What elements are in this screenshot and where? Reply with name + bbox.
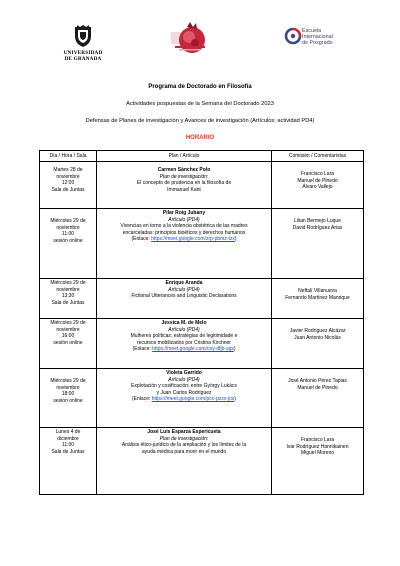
room-line: Sala de Juntas	[51, 299, 85, 306]
work-title-line: ayuda médica para morir en el mundo	[141, 448, 227, 455]
time-line: 16:00	[61, 333, 75, 340]
committee-member: Fernando Martínez Manrique	[285, 294, 350, 301]
table-row	[40, 319, 364, 369]
activity-type: Artículo (PD4)	[168, 216, 200, 223]
ugr-line1: UNIVERSIDAD	[63, 50, 103, 56]
row-plan-cell	[97, 209, 272, 279]
presenter-name: Violeta Garrido	[166, 370, 202, 377]
date-line: noviembre	[56, 286, 80, 293]
work-title-line: Análisis ético-jurídico de la ampliación y los límites de la	[121, 442, 247, 449]
date-line: Miércoles 29 de	[50, 280, 86, 287]
ugr-logo	[55, 24, 111, 62]
time-line: 13:30	[61, 293, 75, 300]
header-committee: Comisión / Comentaristas	[272, 151, 364, 162]
committee-member: Manuel de Pinedo	[297, 384, 338, 391]
table-header-row	[40, 151, 364, 162]
row-plan-cell	[97, 279, 272, 319]
work-title-line: encarceladas: principios bioéticos y derechos humanos	[122, 229, 246, 236]
row-committee-cell	[272, 428, 364, 495]
work-title-line: Immanuel Kant	[167, 186, 201, 193]
room-line: sesión online	[53, 339, 83, 346]
row-date-cell	[40, 209, 97, 279]
committee-member: Álvaro Vallejo	[302, 184, 333, 191]
link-line: (Enlace: https://meet.google.com/pcc-pzsv-jos)	[132, 396, 236, 403]
table-row	[40, 162, 364, 209]
row-plan-cell	[97, 319, 272, 369]
ugr-line2: DE GRANADA	[64, 56, 102, 62]
header-date: Día / Hora / Sala	[40, 151, 97, 162]
table-row	[40, 279, 364, 319]
eig-line3: de Posgrado	[302, 40, 333, 47]
link-line: (Enlace: https://meet.google.com/zrp-pbmz-tzx)	[131, 236, 237, 243]
table-row	[40, 428, 364, 495]
presenter-name: Carmen Sánchez Polo	[157, 167, 211, 174]
row-committee-cell	[272, 279, 364, 319]
time-line: 18:00	[61, 391, 75, 398]
committee-member: Manuel de Pinedo	[297, 177, 338, 184]
presenter-name: Pilar Roig Jubany	[162, 210, 206, 217]
work-title-line: recursos mobilizados por Cristina Kirchner	[137, 339, 231, 346]
date-line: Martes 28 de	[53, 167, 83, 174]
activity-type: Artículo (PD4)	[168, 326, 200, 333]
date-line: noviembre	[56, 384, 80, 391]
activity-type: Artículo (PD4)	[168, 376, 200, 383]
link-prefix: (Enlace:	[132, 346, 153, 353]
committee-member: Ivar Rodríguez Hannikainen	[286, 443, 349, 450]
activities-subtitle: Actividades pospuestas de la Semana del Doctorado 2023	[126, 101, 274, 107]
room-line: sesión online	[53, 397, 83, 404]
committee-member: Miguel Moreno	[300, 450, 335, 457]
table-row	[40, 369, 364, 428]
time-line: 11:00	[61, 442, 75, 449]
row-plan-cell	[97, 428, 272, 495]
row-date-cell	[40, 279, 97, 319]
date-line: Miércoles 29 de	[50, 320, 86, 327]
pomegranate-logo	[165, 18, 215, 58]
room-line: Sala de Juntas	[51, 186, 85, 193]
row-plan-cell	[97, 369, 272, 428]
link-prefix: (Enlace:	[132, 396, 152, 403]
activity-type: Artículo (PD4)	[168, 286, 200, 293]
date-line: Miércoles 29 de	[50, 218, 86, 225]
committee-member: Lilian Bermejo Luque	[294, 218, 341, 225]
committee-member: David Rodríguez Arias	[292, 224, 343, 231]
row-date-cell	[40, 162, 97, 209]
link-prefix: (Enlace:	[131, 236, 152, 243]
activity-type: Plan de investigación:	[159, 435, 209, 442]
program-title: Programa de Doctorado en Filosofía	[148, 84, 252, 90]
defenses-subtitle: Defensas de Planes de investigación y Avances de investigación (Artículos; actividad PD4)	[85, 118, 315, 124]
work-title-line: y Juan Carlos Rodríguez	[156, 389, 212, 396]
room-line: Sala de Juntas	[51, 448, 85, 455]
date-line: Lunes 4 de	[55, 429, 81, 436]
work-title-line: Explotación y cosificación: entre György Lukács	[131, 383, 237, 390]
schedule-table	[39, 150, 364, 495]
table-row	[40, 209, 364, 279]
row-committee-cell	[272, 209, 364, 279]
work-title-line: El concepto de prudencia en la filosofía de	[136, 180, 232, 187]
meeting-link[interactable]: https://meet.google.com/pcc-pzsv-jos	[151, 396, 235, 403]
committee-member: Francisco Lara	[300, 171, 335, 178]
committee-member: Neftalí Villanueva	[298, 288, 337, 295]
committee-member: Juan Antonio Nicolás	[294, 334, 341, 341]
presenter-name: Jessica M. de Melo	[161, 320, 207, 327]
date-line: diciembre	[57, 435, 79, 442]
time-line: 12:00	[61, 180, 75, 187]
row-committee-cell	[272, 319, 364, 369]
link-line: (Enlace: https://meet.google.com/oxy-dfjb-sgs)	[132, 346, 236, 353]
meeting-link[interactable]: https://meet.google.com/zrp-pbmz-tzx	[151, 236, 235, 243]
committee-member: José Antonio Pérez Tapias	[288, 378, 347, 385]
ugr-crest-icon	[72, 24, 94, 48]
date-line: noviembre	[56, 224, 80, 231]
schedule-heading: HORARIO	[185, 135, 215, 141]
eig-line2: Internacional	[302, 34, 333, 41]
presenter-name: José Luis Esparza Espericueta	[147, 429, 221, 436]
date-line: Miércoles 29 de	[50, 378, 86, 385]
row-date-cell	[40, 428, 97, 495]
eig-ring-icon	[284, 27, 302, 45]
header-plan: Plan / Artículo	[97, 151, 272, 162]
row-date-cell	[40, 319, 97, 369]
presenter-name: Enrique Aranda	[165, 280, 203, 287]
eig-logo	[284, 25, 364, 59]
date-line: noviembre	[56, 326, 80, 333]
activity-type: Plan de investigación:	[159, 173, 209, 180]
work-title-line: Vivencias en torno a la violencia obstétrica de las madres	[120, 223, 248, 230]
eig-line1: Escuela	[302, 28, 322, 34]
row-date-cell	[40, 369, 97, 428]
date-line: noviembre	[56, 173, 80, 180]
work-title-line: Fictional Utterances and Linguistic Declarations	[131, 293, 237, 300]
row-committee-cell	[272, 369, 364, 428]
committee-member: Francisco Lara	[300, 437, 335, 444]
row-committee-cell	[272, 162, 364, 209]
room-line: sesión online	[53, 237, 83, 244]
work-title-line: Mulheres políticas: estratégias de legitimidade e	[130, 333, 238, 340]
meeting-link[interactable]: https://meet.google.com/oxy-dfjb-sgs	[152, 346, 234, 353]
pomegranate-icon	[165, 18, 215, 58]
row-plan-cell	[97, 162, 272, 209]
committee-member: Javier Rodríguez Alcázar	[289, 328, 346, 335]
time-line: 11:00	[61, 231, 75, 238]
